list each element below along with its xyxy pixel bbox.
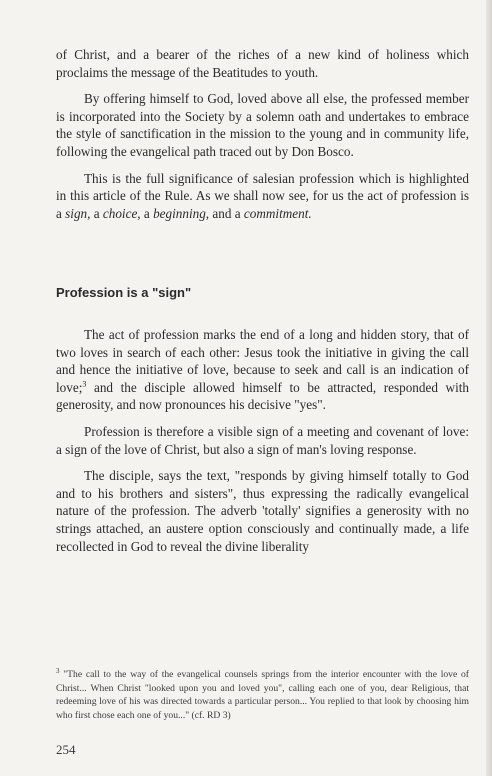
body-text-section <box>56 326 469 564</box>
term-choice: choice, <box>102 205 141 221</box>
footnote-marker: 3 <box>56 666 60 675</box>
paragraph-act-of-profession <box>56 326 469 414</box>
paragraph-visible-sign: Profession is therefore a visible sign of a meeting and covenant of love: a sign of the love of Christ, but also a sign of man's loving response. <box>56 423 469 457</box>
term-beginning: beginning, <box>153 205 210 221</box>
act-text: The act of profession marks the end of a long and hidden story, that of two loves in search of each other: Jesus took the initiative in giving the call and hence the initiative of love, because to seek and call is an indication of love; <box>56 327 469 395</box>
sep-2: a <box>140 205 154 221</box>
sep-1: a <box>90 205 103 221</box>
paragraph-significance <box>56 170 469 223</box>
sep-3: and a <box>209 205 244 221</box>
footnote <box>56 668 469 722</box>
section-heading: Profession is a "sign" <box>56 285 192 300</box>
body-text-top <box>56 46 469 231</box>
page-number: 254 <box>56 742 76 757</box>
term-sign: sign, <box>65 205 91 221</box>
paragraph-offering: By offering himself to God, loved above all else, the professed member is incorporated into the Society by a solemn oath and undertakes to embrace the style of sanctification in the mission to the young and in community life, following the evangelical path traced out by Don Bosco. <box>56 91 469 159</box>
term-commitment: commitment. <box>243 205 312 221</box>
footnote-text: "The call to the way of the evangelical counsels springs from the interior encounter with the love of Christ... When Christ "looked upon you and loved you", calling each one of you, dear Religious, that redeeming love of his was directed towards a particular person... You replied to that look by choosing him who first chose each one of you..." (cf. RD 3) <box>56 669 469 721</box>
footnote-ref[interactable]: 3 <box>82 379 87 389</box>
paragraph-continuation: of Christ, and a bearer of the riches of a new kind of holiness which proclaims the message of the Beatitudes to youth. <box>56 47 469 80</box>
paragraph-disciple: The disciple, says the text, "responds by giving himself totally to God and to his brothers and sisters", thus expressing the radically evangelical nature of the profession. The adverb 'totally' signifies a generosity with no strings attached, an austere option consciously and continually made, a life recollected in God to reveal the divine liberality <box>56 468 469 554</box>
page-edge <box>486 0 492 776</box>
significance-lead: This is the full significance of salesian profession which is highlighted in this article of the Rule. As we shall now see, for us the act of profession is a <box>56 170 469 221</box>
act-text-end: and the disciple allowed himself to be attracted, responded with generosity, and now pronounces his decisive "yes". <box>56 379 469 413</box>
